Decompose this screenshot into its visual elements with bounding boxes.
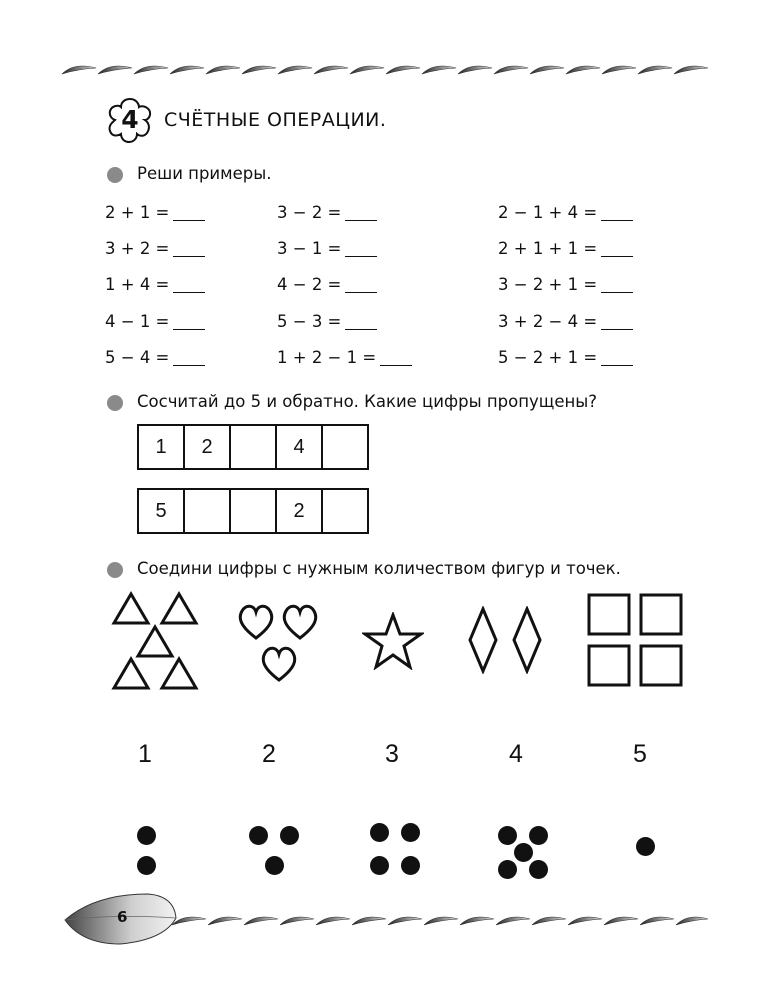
dot	[137, 856, 156, 875]
equation	[105, 275, 205, 294]
cell-empty[interactable]	[231, 490, 277, 532]
equation-text: 4 − 1 =	[105, 312, 170, 331]
cell: 5	[139, 490, 185, 532]
answer-blank[interactable]	[173, 329, 205, 330]
number-label: 3	[385, 740, 399, 768]
diamonds-icon	[465, 606, 545, 674]
answer-blank[interactable]	[173, 220, 205, 221]
cell: 4	[277, 426, 323, 468]
equation-text: 3 + 2 =	[105, 239, 170, 258]
answer-blank[interactable]	[380, 365, 412, 366]
answer-blank[interactable]	[601, 220, 633, 221]
star-icon	[362, 612, 424, 670]
equation	[105, 348, 205, 367]
answer-blank[interactable]	[173, 365, 205, 366]
answer-blank[interactable]	[601, 329, 633, 330]
equation-text: 3 + 2 − 4 =	[498, 312, 598, 331]
dot	[280, 826, 299, 845]
number-label: 4	[509, 740, 523, 768]
answer-blank[interactable]	[345, 329, 377, 330]
equation	[277, 203, 377, 222]
answer-blank[interactable]	[345, 220, 377, 221]
cell-empty[interactable]	[323, 490, 367, 532]
cell: 1	[139, 426, 185, 468]
dot	[529, 826, 548, 845]
dot	[401, 823, 420, 842]
answer-blank[interactable]	[345, 256, 377, 257]
hearts-icon	[236, 598, 322, 684]
triangles-icon	[110, 590, 202, 690]
answer-blank[interactable]	[173, 292, 205, 293]
dot	[370, 823, 389, 842]
number-row-backward	[137, 488, 369, 534]
cell-empty[interactable]	[323, 426, 367, 468]
bottom-leaf-border	[170, 913, 710, 931]
equation-text: 2 + 1 =	[105, 203, 170, 222]
cell-empty[interactable]	[231, 426, 277, 468]
task-3-instruction: Соедини цифры с нужным количеством фигур и точек.	[137, 559, 621, 578]
bullet-task-1	[107, 167, 123, 183]
answer-blank[interactable]	[601, 365, 633, 366]
task-2-instruction: Сосчитай до 5 и обратно. Какие цифры пропущены?	[137, 392, 598, 411]
cell-empty[interactable]	[185, 490, 231, 532]
answer-blank[interactable]	[173, 256, 205, 257]
equation	[498, 239, 633, 258]
equation-text: 3 − 2 =	[277, 203, 342, 222]
equation	[277, 312, 377, 331]
number-label: 1	[138, 740, 152, 768]
equation-text: 3 − 2 + 1 =	[498, 275, 598, 294]
bullet-task-2	[107, 395, 123, 411]
answer-blank[interactable]	[601, 256, 633, 257]
equation	[277, 348, 412, 367]
dot	[498, 860, 517, 879]
dot	[529, 860, 548, 879]
dot	[636, 837, 655, 856]
number-row-forward	[137, 424, 369, 470]
equation-text: 2 − 1 + 4 =	[498, 203, 598, 222]
dot	[249, 826, 268, 845]
equation	[498, 312, 633, 331]
section-title: СЧЁТНЫЕ ОПЕРАЦИИ.	[164, 109, 387, 131]
equation-text: 5 − 2 + 1 =	[498, 348, 598, 367]
equation	[498, 275, 633, 294]
equation-text: 5 − 3 =	[277, 312, 342, 331]
answer-blank[interactable]	[601, 292, 633, 293]
top-leaf-border	[60, 62, 710, 80]
number-label: 2	[262, 740, 276, 768]
equation	[105, 239, 205, 258]
equation	[277, 239, 377, 258]
bullet-task-3	[107, 562, 123, 578]
equation	[498, 348, 633, 367]
answer-blank[interactable]	[345, 292, 377, 293]
equation	[105, 312, 205, 331]
equation-text: 1 + 4 =	[105, 275, 170, 294]
dot	[401, 856, 420, 875]
dot	[370, 856, 389, 875]
equation-text: 1 + 2 − 1 =	[277, 348, 377, 367]
task-1-instruction: Реши примеры.	[137, 164, 272, 183]
equation-text: 3 − 1 =	[277, 239, 342, 258]
section-number: 4	[121, 105, 139, 134]
equation-text: 5 − 4 =	[105, 348, 170, 367]
equation	[277, 275, 377, 294]
cell: 2	[277, 490, 323, 532]
dot	[265, 856, 284, 875]
number-label: 5	[633, 740, 647, 768]
equation-text: 4 − 2 =	[277, 275, 342, 294]
equation-text: 2 + 1 + 1 =	[498, 239, 598, 258]
page-number: 6	[117, 908, 128, 926]
cell: 2	[185, 426, 231, 468]
equation	[105, 203, 205, 222]
squares-icon	[586, 592, 684, 688]
equation	[498, 203, 633, 222]
dot	[137, 826, 156, 845]
dot	[514, 843, 533, 862]
dot	[498, 826, 517, 845]
